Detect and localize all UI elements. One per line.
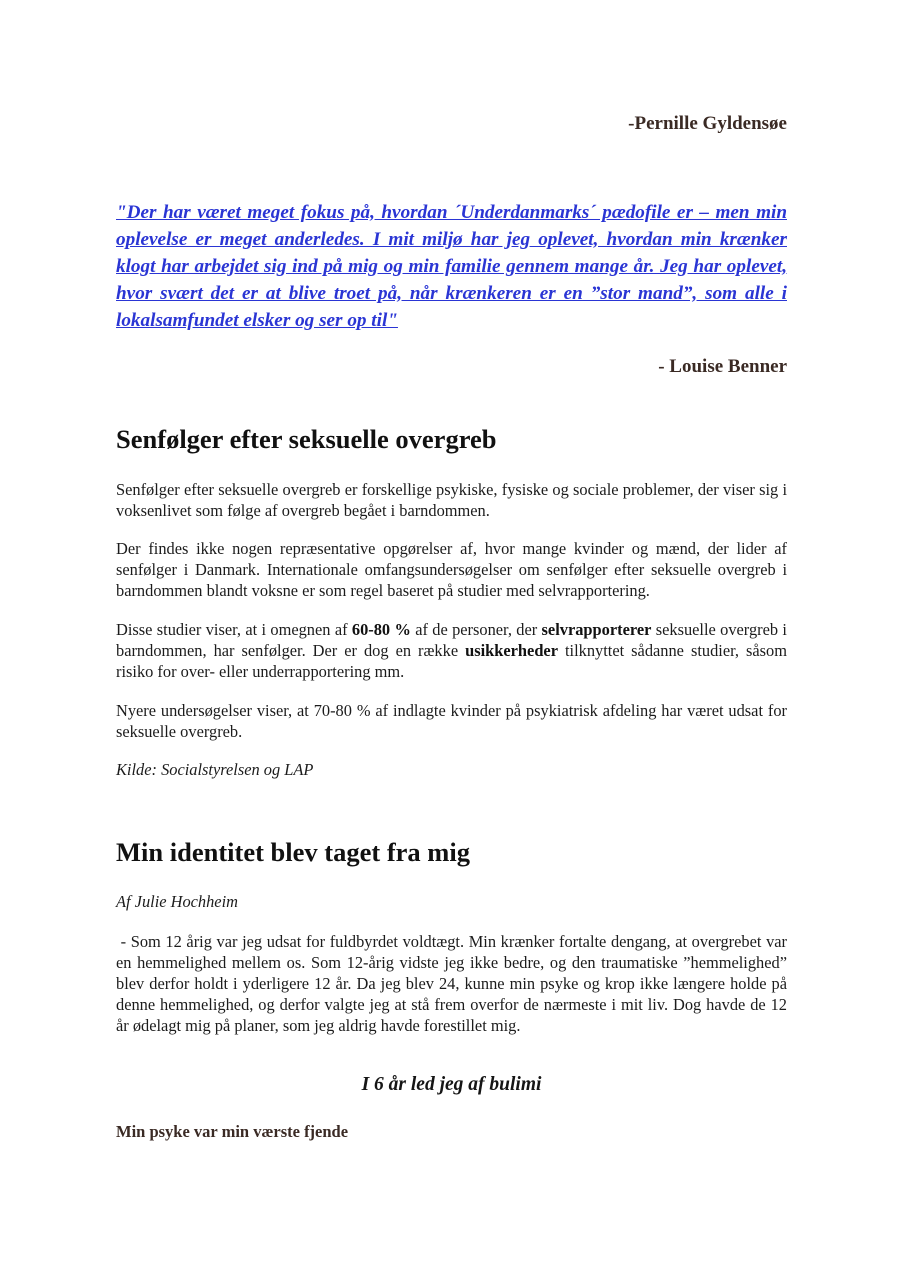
subheading-psyke: Min psyke var min værste fjende: [116, 1122, 349, 1141]
section-heading-senfoelger: Senfølger efter seksuelle overgreb: [116, 424, 497, 454]
attribution-pernille: -Pernille Gyldensøe: [628, 113, 787, 134]
paragraph-story: - Som 12 årig var jeg udsat for fuldbyrdet voldtægt. Min krænker fortalte dengang, at overgrebet var en hemmelighed mellem os. Som 12-årig vidste jeg ikke bedre, og den traumatiske ”hemmelighed” blev derfor holdt i yderligere 12 år. Da jeg blev 24, kunne min psyke og krop ikke længere holde på denne hemmelighed, og derfor valgte jeg at stå frem overfor de nærmeste i mit liv. Dog havde de 12 år ødelagt mig på planer, som jeg aldrig havde forestillet mig.: [116, 932, 792, 1035]
bold-selfreport: selvrapporterer: [541, 620, 652, 639]
attribution-louise: - Louise Benner: [658, 356, 787, 377]
paragraph-newer-studies: Nyere undersøgelser viser, at 70-80 % af indlagte kvinder på psykiatrisk afdeling har været udsat for seksuelle overgreb.: [116, 701, 787, 741]
subheading-bulimi: I 6 år led jeg af bulimi: [361, 1074, 542, 1095]
text-span: seksuelle overgreb i barndommen, har senfølger. Der er dog en række: [116, 620, 787, 660]
byline: Af Julie Hochheim: [116, 892, 238, 911]
bold-uncertainties: usikkerheder: [465, 641, 558, 660]
paragraph-prevalence: Der findes ikke nogen repræsentative opgørelser af, hvor mange kvinder og mænd, der lider af senfølger i Danmark. Internationale omfangsundersøgelser om senfølger efter seksuelle overgreb i barndommen blandt voksne er som regel baseret på studier med selvrapportering.: [116, 539, 787, 600]
paragraph-studies: [116, 619, 787, 682]
section-heading-identitet: Min identitet blev taget fra mig: [116, 837, 470, 867]
text-span: tilknyttet sådanne studier, såsom risiko for over- eller underrapportering mm.: [116, 641, 787, 681]
paragraph-definition: Senfølger efter seksuelle overgreb er forskellige psykiske, fysiske og sociale problemer, der viser sig i voksenlivet som følge af overgreb begået i barndommen.: [116, 480, 787, 520]
pull-quote[interactable]: "Der har været meget fokus på, hvordan ´Underdanmarks´ pædofile er – men min oplevelse er meget anderledes. I mit miljø har jeg oplevet, hvordan min krænker klogt har arbejdet sig ind på mig og min familie gennem mange år. Jeg har oplevet, hvor svært det er at blive troet på, når krænkeren er en ”stor mand”, som alle i lokalsamfundet elsker og ser op til": [116, 202, 787, 331]
source-citation: Kilde: Socialstyrelsen og LAP: [116, 760, 314, 779]
text-span: af de personer, der: [410, 620, 542, 639]
bold-percentage: 60-80 %: [351, 620, 411, 639]
text-span: Disse studier viser, at i omegnen af: [116, 620, 352, 639]
